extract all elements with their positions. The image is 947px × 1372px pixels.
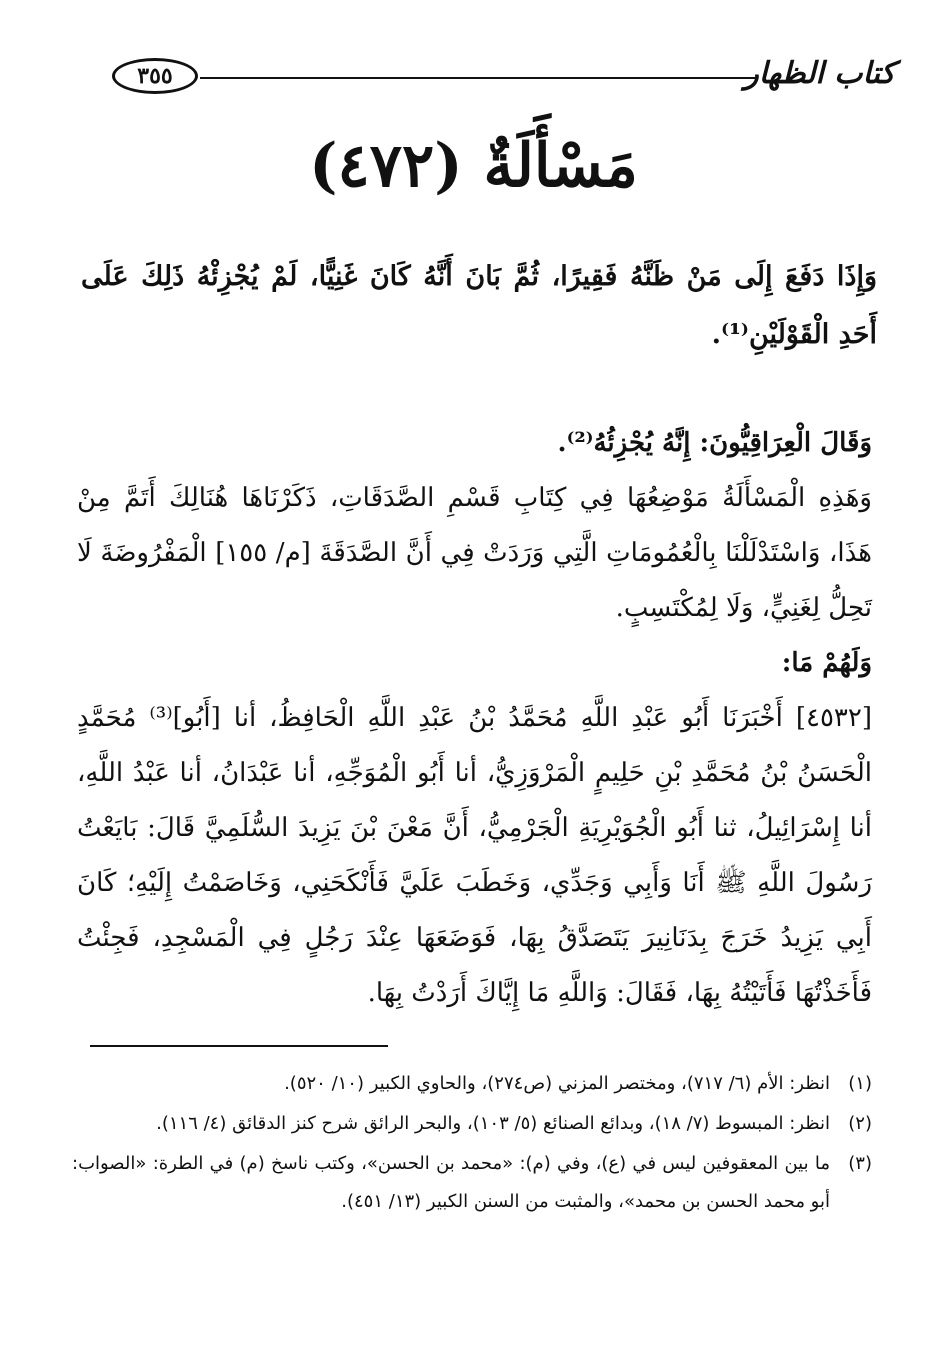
footnote-1 — [72, 1065, 872, 1103]
footnote-number: (٣) — [848, 1153, 872, 1174]
commentary-body — [77, 416, 872, 1021]
matn-text: وَإِذَا دَفَعَ إِلَى مَنْ ظَنَّهُ فَقِيرًا، ثُمَّ بَانَ أَنَّهُ كَانَ غَنِيًّا، لَمْ يُجْزِئْهُ ذَلِكَ عَلَى أَحَدِ الْقَوْلَيْنِ⁽¹⁾. — [81, 261, 877, 350]
paragraph-their-evidence: وَلَهُمْ مَا: — [781, 648, 872, 678]
running-head-title: كتاب الظهار — [744, 56, 895, 91]
header-rule — [200, 77, 755, 79]
paragraph-discussion: وَهَذِهِ الْمَسْأَلَةُ مَوْضِعُهَا فِي كِتَابِ قَسْمِ الصَّدَقَاتِ، ذَكَرْنَاهَا هُنَالِكَ أَتَمَّ مِنْ هَذَا، وَاسْتَدْلَلْنَا بِالْعُمُومَاتِ الَّتِي وَرَدَتْ فِي أَنَّ الصَّدَقَةَ [م/ ١٥٥] الْمَفْرُوضَةَ لَا تَحِلُّ لِغَنِيٍّ، وَلَا لِمُكْتَسِبٍ. — [77, 483, 872, 623]
footnote-text: انظر: المبسوط (٧/ ١٨)، وبدائع الصنائع (٥/ ١٠٣)، والبحر الرائق شرح كنز الدقائق (٤/ ١١٦). — [156, 1113, 830, 1134]
issue-heading: مَسْأَلَةٌ (٤٧٢) — [309, 131, 638, 201]
footnote-number: (١) — [848, 1073, 872, 1094]
paragraph-iraqis: وَقَالَ الْعِرَاقِيُّونَ: إِنَّهُ يُجْزِئُهُ⁽²⁾. — [557, 428, 872, 458]
footnote-rule — [90, 1045, 388, 1047]
paragraph-hadith-4532: [٤٥٣٢] أَخْبَرَنَا أَبُو عَبْدِ اللَّهِ مُحَمَّدُ بْنُ عَبْدِ اللَّهِ الْحَافِظُ، أنا [أَبُو]⁽³⁾ مُحَمَّدٍ الْحَسَنُ بْنُ مُحَمَّدِ بْنِ حَلِيمٍ الْمَرْوَزِيُّ، أنا أَبُو الْمُوَجِّهِ، أنا عَبْدَانُ، أنا عَبْدُ اللَّهِ، أنا إِسْرَائِيلُ، ثنا أَبُو الْجُوَيْرِيَةِ الْجَرْمِيُّ، أَنَّ مَعْنَ بْنَ يَزِيدَ السُّلَمِيَّ قَالَ: بَايَعْتُ رَسُولَ اللَّهِ ﷺ أَنَا وَأَبِي وَجَدِّي، وَخَطَبَ عَلَيَّ فَأَنْكَحَنِي، وَخَاصَمْتُ إِلَيْهِ؛ كَانَ أَبِي يَزِيدُ خَرَجَ بِدَنَانِيرَ يَتَصَدَّقُ بِهَا، فَوَضَعَهَا عِنْدَ رَجُلٍ فِي الْمَسْجِدِ، فَجِئْتُ فَأَخَذْتُهَا فَأَتَيْتُهُ بِهَا، فَقَالَ: وَاللَّهِ مَا إِيَّاكَ أَرَدْتُ بِهَا. — [77, 703, 872, 1008]
footnote-text: ما بين المعقوفين ليس في (ع)، وفي (م): «محمد بن الحسن»، وكتب ناسخ (م) في الطرة: «الصواب: أبو محمد الحسن بن محمد»، والمثبت من السنن الكبير (١٣/ ٤٥١). — [72, 1153, 830, 1212]
footnote-text: انظر: الأم (٦/ ٧١٧)، ومختصر المزني (ص٢٧٤)، والحاوي الكبير (١٠/ ٥٢٠). — [284, 1073, 830, 1094]
page-header — [112, 52, 895, 102]
footnotes — [72, 1065, 872, 1221]
footnote-3 — [72, 1145, 872, 1221]
page-number: ٣٥٥ — [112, 58, 198, 94]
footnote-2 — [72, 1105, 872, 1143]
footnote-number: (٢) — [848, 1113, 872, 1134]
